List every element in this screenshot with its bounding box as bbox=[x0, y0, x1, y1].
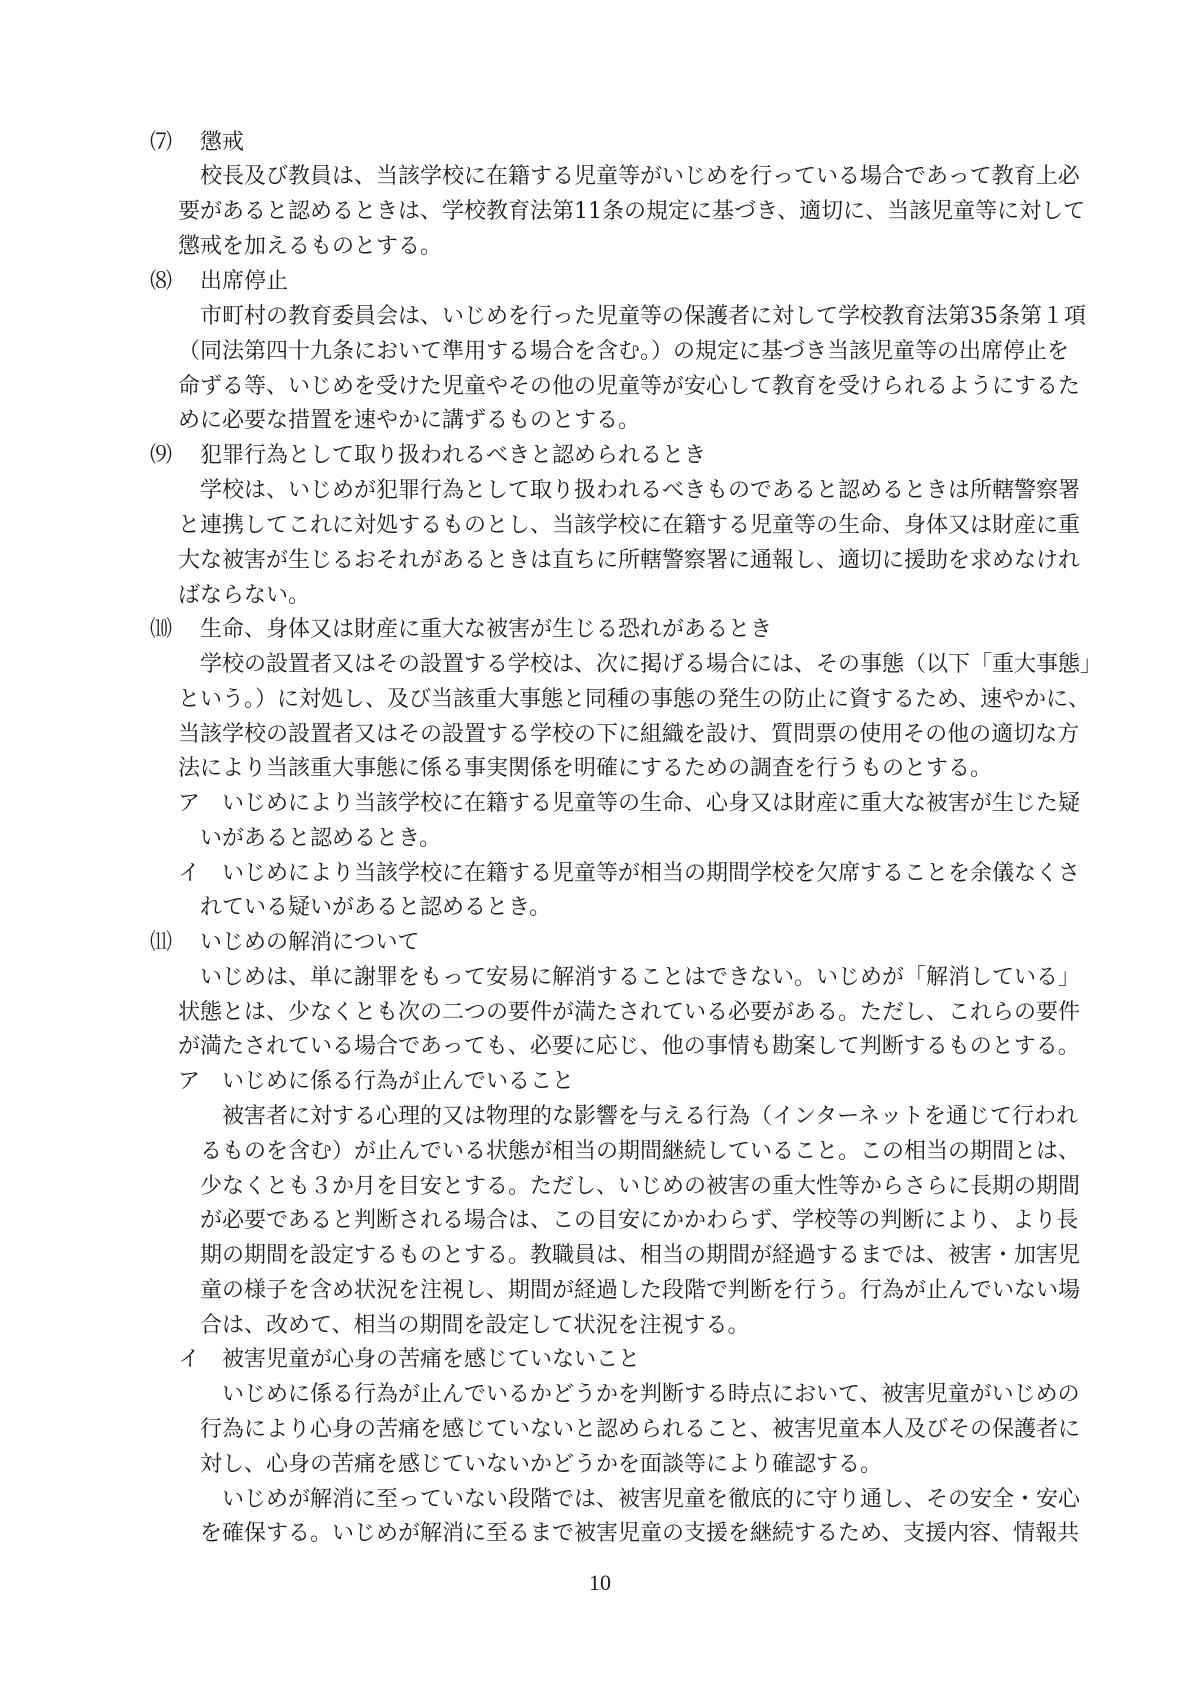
list-item-label: イ bbox=[178, 1347, 201, 1372]
line-text: が必要であると判断される場合は、この目安にかかわらず、学校等の判断により、より長 bbox=[200, 1208, 1079, 1233]
section-7-heading bbox=[0, 126, 1200, 160]
paragraph-line bbox=[0, 752, 1200, 786]
line-text: れている疑いがあると認めるとき。 bbox=[200, 895, 552, 920]
paragraph-line bbox=[0, 961, 1200, 995]
paragraph-line bbox=[0, 683, 1200, 717]
paragraph-line bbox=[0, 718, 1200, 752]
paragraph-line bbox=[0, 230, 1200, 264]
line-text: 状態とは、少なくとも次の二つの要件が満たされている必要がある。ただし、これらの要件 bbox=[178, 1000, 1081, 1025]
paragraph-line bbox=[0, 1170, 1200, 1204]
line-text: 当該学校の設置者又はその設置する学校の下に組織を設け、質問票の使用その他の適切な方 bbox=[178, 722, 1080, 747]
page-number: 10 bbox=[589, 1570, 611, 1595]
paragraph-line bbox=[0, 160, 1200, 194]
paragraph-line bbox=[0, 1378, 1200, 1412]
paragraph-line bbox=[0, 648, 1200, 682]
section-title: 生命、身体又は財産に重大な被害が生じる恐れがあるとき bbox=[200, 617, 773, 642]
line-text: を確保する。いじめが解消に至るまで被害児童の支援を継続するため、支援内容、情報共 bbox=[200, 1521, 1080, 1546]
section-title: 犯罪行為として取り扱われるべきと認められるとき bbox=[200, 443, 707, 468]
line-text: （同法第四十九条において準用する場合を含む。）の規定に基づき当該児童等の出席停止を bbox=[178, 339, 1070, 364]
section-number: ⑼ bbox=[150, 443, 173, 468]
line-text: 少なくとも３か月を目安とする。ただし、いじめの被害の重大性等からさらに長期の期間 bbox=[200, 1174, 1081, 1199]
line-text: ばならない。 bbox=[178, 583, 311, 608]
line-text: いがあると認めるとき。 bbox=[200, 826, 442, 851]
paragraph-line bbox=[0, 1413, 1200, 1447]
list-item bbox=[0, 1065, 1200, 1099]
line-text: いじめは、単に謝罪をもって安易に解消することはできない。いじめが「解消している」 bbox=[200, 965, 1081, 990]
line-text: いじめにより当該学校に在籍する児童等が相当の期間学校を欠席することを余儀なくさ bbox=[222, 861, 1081, 886]
line-text: という。）に対処し、及び当該重大事態と同種の事態の発生の防止に資するため、速やかに、 bbox=[178, 687, 1091, 712]
line-text: 童の様子を含め状況を注視し、期間が経過した段階で判断を行う。行為が止んでいない場 bbox=[200, 1278, 1081, 1303]
line-text: 行為により心身の苦痛を感じていないと認められること、被害児童本人及びその保護者に bbox=[200, 1417, 1081, 1442]
section-9-heading bbox=[0, 439, 1200, 473]
line-text: 校長及び教員は、当該学校に在籍する児童等がいじめを行っている場合であって教育上必 bbox=[200, 164, 1080, 189]
section-10-heading bbox=[0, 613, 1200, 647]
line-text: 命ずる等、いじめを受けた児童やその他の児童等が安心して教育を受けられるようにするた bbox=[178, 374, 1081, 399]
line-text: いじめに係る行為が止んでいるかどうかを判断する時点において、被害児童がいじめの bbox=[222, 1382, 1080, 1407]
line-text: 学校は、いじめが犯罪行為として取り扱われるべきものであると認めるときは所轄警察署 bbox=[200, 478, 1081, 503]
paragraph-line bbox=[0, 544, 1200, 578]
line-text: 期の期間を設定するものとする。教職員は、相当の期間が経過するまでは、被害・加害児 bbox=[200, 1243, 1081, 1268]
line-text: 大な被害が生じるおそれがあるときは直ちに所轄警察署に通報し、適切に援助を求めなけれ bbox=[178, 548, 1081, 573]
list-item-title: 被害児童が心身の苦痛を感じていないこと bbox=[222, 1347, 641, 1372]
list-item-label: イ bbox=[178, 861, 201, 886]
line-text: るものを含む）が止んでいる状態が相当の期間継続していること。この相当の期間とは、 bbox=[200, 1139, 1081, 1164]
line-text: 法により当該重大事態に係る事実関係を明確にするための調査を行うものとする。 bbox=[178, 756, 993, 781]
line-text: 懲戒を加えるものとする。 bbox=[178, 234, 443, 259]
section-title: いじめの解消について bbox=[200, 930, 420, 955]
paragraph-line bbox=[0, 996, 1200, 1030]
list-item-label: ア bbox=[178, 791, 201, 816]
paragraph-line bbox=[0, 404, 1200, 438]
list-item bbox=[0, 1343, 1200, 1377]
paragraph-line bbox=[0, 509, 1200, 543]
paragraph-line bbox=[0, 1309, 1200, 1343]
paragraph-line bbox=[0, 195, 1200, 229]
line-text: 学校の設置者又はその設置する学校は、次に掲げる場合には、その事態（以下「重大事態」 bbox=[200, 652, 1103, 677]
paragraph-line bbox=[0, 1135, 1200, 1169]
paragraph-line bbox=[0, 1239, 1200, 1273]
list-item-label: ア bbox=[178, 1069, 201, 1094]
line-text: 対し、心身の苦痛を感じていないかどうかを面談等により確認する。 bbox=[200, 1452, 883, 1477]
paragraph-line bbox=[0, 335, 1200, 369]
paragraph-line bbox=[0, 370, 1200, 404]
section-title: 懲戒 bbox=[200, 130, 245, 155]
line-text: 市町村の教育委員会は、いじめを行った児童等の保護者に対して学校教育法第35条第１項 bbox=[200, 304, 1086, 329]
line-text: いじめにより当該学校に在籍する児童等の生命、心身又は財産に重大な被害が生じた疑 bbox=[222, 791, 1081, 816]
line-text: 合は、改めて、相当の期間を設定して状況を注視する。 bbox=[200, 1313, 750, 1338]
paragraph-line bbox=[0, 822, 1200, 856]
line-text: 要があると認めるときは、学校教育法第11条の規定に基づき、適切に、当該児童等に対して bbox=[178, 199, 1086, 224]
paragraph-line bbox=[0, 1100, 1200, 1134]
paragraph-line bbox=[0, 1204, 1200, 1238]
section-number: ⑻ bbox=[150, 269, 173, 294]
section-number: ⑺ bbox=[150, 130, 173, 155]
paragraph-line bbox=[0, 300, 1200, 334]
section-title: 出席停止 bbox=[200, 269, 289, 294]
list-item-title: いじめに係る行為が止んでいること bbox=[222, 1069, 575, 1094]
line-text: めに必要な措置を速やかに講ずるものとする。 bbox=[178, 408, 641, 433]
paragraph-line bbox=[0, 1274, 1200, 1308]
paragraph-line bbox=[0, 1483, 1200, 1517]
paragraph-line bbox=[0, 891, 1200, 925]
paragraph-line bbox=[0, 579, 1200, 613]
section-number: ⑾ bbox=[150, 930, 173, 955]
line-text: と連携してこれに対処するものとし、当該学校に在籍する児童等の生命、身体又は財産に重 bbox=[178, 513, 1081, 538]
paragraph-line bbox=[0, 1517, 1200, 1551]
line-text: いじめが解消に至っていない段階では、被害児童を徹底的に守り通し、その安全・安心 bbox=[222, 1487, 1081, 1512]
paragraph-line bbox=[0, 1448, 1200, 1482]
section-number: ⑽ bbox=[150, 617, 173, 642]
section-8-heading bbox=[0, 265, 1200, 299]
paragraph-line bbox=[0, 474, 1200, 508]
line-text: 被害者に対する心理的又は物理的な影響を与える行為（インターネットを通じて行われ bbox=[222, 1104, 1079, 1129]
section-11-heading bbox=[0, 926, 1200, 960]
list-item bbox=[0, 787, 1200, 821]
paragraph-line bbox=[0, 1030, 1200, 1064]
list-item bbox=[0, 857, 1200, 891]
line-text: が満たされている場合であっても、必要に応じ、他の事情も勘案して判断するものとする。 bbox=[178, 1034, 1080, 1059]
